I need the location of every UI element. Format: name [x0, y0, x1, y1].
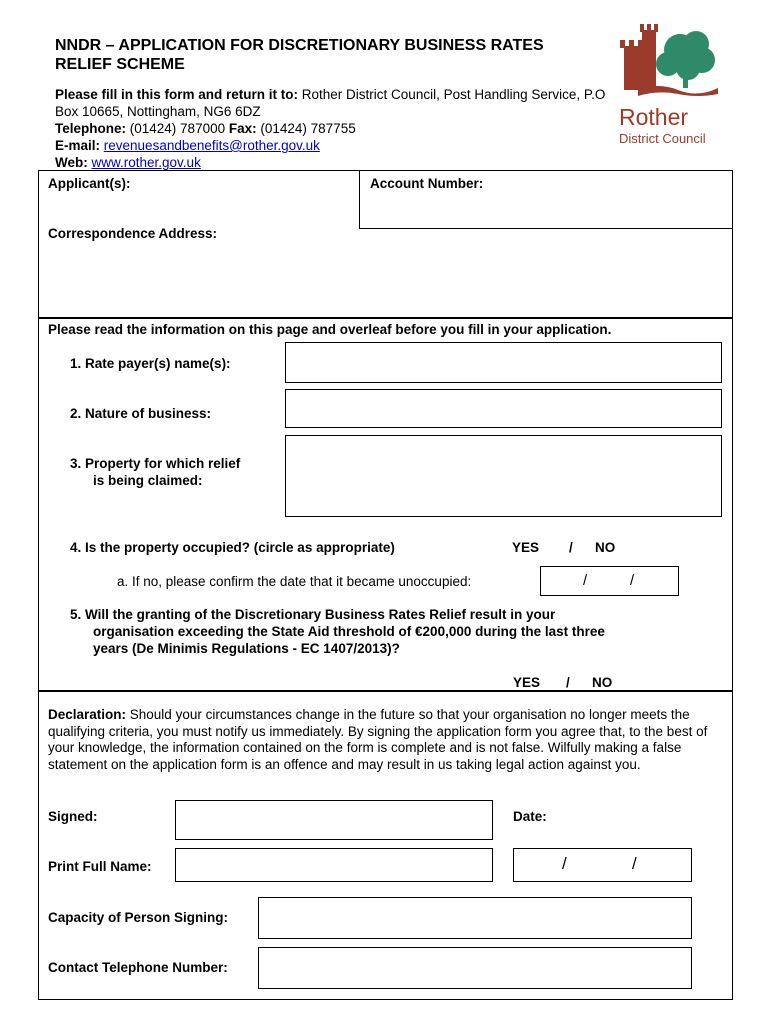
q4-label: 4. Is the property occupied? (circle as appropriate) [70, 540, 395, 555]
fax-label: Fax: [228, 121, 257, 136]
q4a-label: a. If no, please confirm the date that it became unoccupied: [117, 574, 472, 589]
return-label: Please fill in this form and return it to: [55, 87, 299, 102]
q4-yes-option[interactable]: YES [512, 540, 540, 555]
account-number-label: Account Number: [370, 176, 484, 191]
q3-label-line1: 3. Property for which relief [70, 456, 241, 471]
print-name-label: Print Full Name: [48, 859, 152, 874]
contact-phone-input[interactable] [258, 947, 692, 989]
declaration-label: Declaration: [48, 707, 127, 722]
q5-no-option[interactable]: NO [592, 675, 613, 690]
telephone-label: Telephone: [55, 121, 127, 136]
q5-separator: / [566, 675, 570, 690]
q4a-date-slash-2: / [630, 572, 635, 589]
contact-phone-label: Contact Telephone Number: [48, 960, 228, 975]
property-input[interactable] [285, 435, 722, 517]
date-label: Date: [513, 809, 547, 824]
contact-block [55, 86, 615, 171]
unoccupied-date-input[interactable] [540, 566, 679, 596]
web-link[interactable]: www.rother.gov.uk [91, 155, 201, 170]
rate-payer-name-input[interactable] [285, 342, 722, 383]
q3-label-line2: is being claimed: [93, 473, 203, 488]
capacity-input[interactable] [258, 897, 692, 939]
q4-no-option[interactable]: NO [595, 540, 616, 555]
q5-label-line3: years (De Minimis Regulations - EC 1407/2013)? [93, 641, 400, 656]
q5-yes-option[interactable]: YES [513, 675, 541, 690]
q2-label: 2. Nature of business: [70, 406, 212, 421]
phone-fax-line [55, 120, 615, 137]
return-address: Rother District Council, Post Handling Service, P.O Box 10665, Nottingham, NG6 6DZ [55, 87, 606, 119]
web-label: Web: [55, 155, 88, 170]
rother-logo-icon [618, 24, 723, 106]
q4-separator: / [569, 540, 573, 555]
declaration-text [48, 707, 724, 773]
signed-label: Signed: [48, 809, 98, 824]
water-icon [638, 86, 718, 96]
return-instructions [55, 86, 615, 120]
logo-title: Rother [619, 104, 689, 130]
nature-of-business-input[interactable] [285, 389, 722, 428]
info-heading: Please read the information on this page and overleaf before you fill in your application. [48, 322, 612, 337]
q1-label: 1. Rate payer(s) name(s): [70, 356, 231, 371]
q5-label-line1: 5. Will the granting of the Discretionary Business Rates Relief result in your [70, 607, 556, 622]
email-label: E-mail: [55, 138, 101, 153]
capacity-label: Capacity of Person Signing: [48, 910, 229, 925]
tree-icon [656, 31, 715, 88]
form-title: NNDR – APPLICATION FOR DISCRETIONARY BUSINESS RATES RELIEF SCHEME [55, 37, 544, 73]
web-line [55, 154, 615, 171]
email-line [55, 137, 615, 154]
logo-subtitle: District Council [619, 131, 706, 146]
date-slash-2: / [632, 854, 637, 873]
signed-date-input[interactable] [513, 848, 692, 882]
castle-icon [620, 24, 658, 90]
q5-label-line2: organisation exceeding the State Aid threshold of €200,000 during the last three [93, 624, 605, 639]
declaration-body: Should your circumstances change in the future so that your organisation no longer meets the qualifying criteria, you must notify us immediately. By signing the application form you agree that, to the best of your knowledge, the information contained on the form is complete and is not false. Wilfully making a false statement on the application form is an offence and may result in us taking legal action against you. [48, 707, 708, 772]
correspondence-address-label: Correspondence Address: [48, 226, 218, 241]
print-name-input[interactable] [175, 848, 493, 882]
telephone-value: (01424) 787000 [126, 121, 229, 136]
applicants-label: Applicant(s): [48, 176, 131, 191]
date-slash-1: / [562, 854, 567, 873]
q4a-date-slash-1: / [583, 572, 588, 589]
signature-input[interactable] [175, 800, 493, 840]
email-link[interactable]: revenuesandbenefits@rother.gov.uk [103, 138, 320, 153]
fax-value: (01424) 787755 [256, 121, 356, 136]
